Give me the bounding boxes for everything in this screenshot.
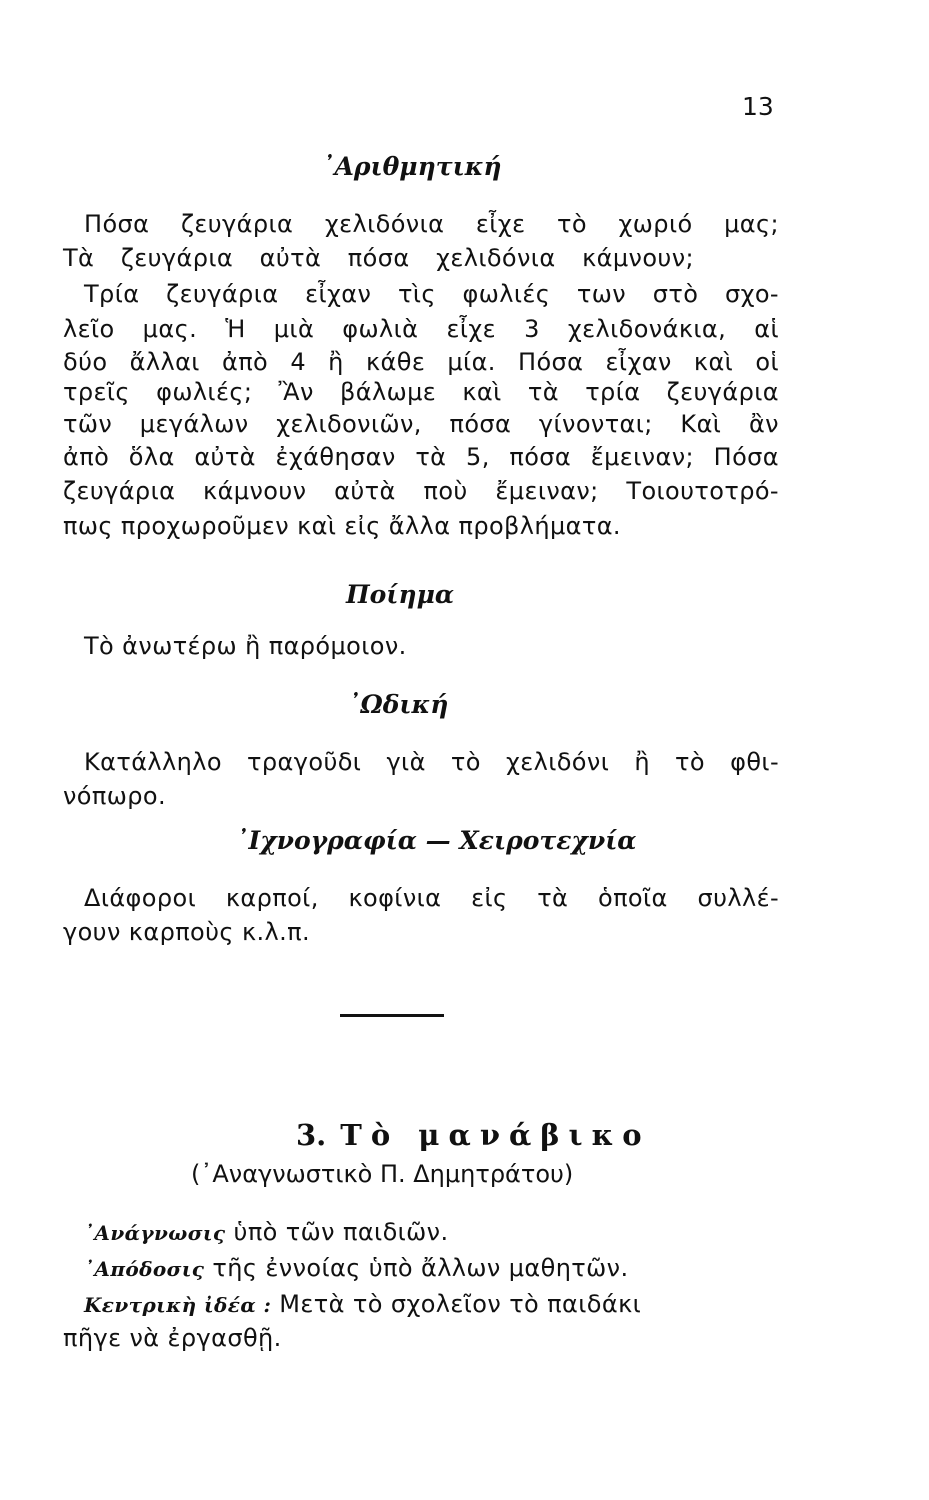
crafts-heading: ᾿Ιχνογραφία — Χειροτεχνία xyxy=(236,826,637,855)
section-number: 3. xyxy=(296,1118,327,1152)
central-idea-text: Μετὰ τὸ σχολεῖον τὸ παιδάκι xyxy=(271,1290,642,1318)
central-idea-label: Κεντρικὴ ἰδέα : xyxy=(84,1293,272,1317)
crafts-line-1: Διάφοροι καρποί, κοφίνια εἰς τὰ ὁποῖα συλλέ- xyxy=(84,884,779,912)
arithmetic-heading: ᾿Αριθμητική xyxy=(322,152,502,181)
arithmetic-line-6: τρεῖς φωλιές; Ἂν βάλωμε καὶ τὰ τρία ζευγάρια xyxy=(63,378,779,406)
retelling-text: τῆς ἐννοίας ὑπὸ ἄλλων μαθητῶν. xyxy=(204,1254,629,1282)
poem-line-1: Τὸ ἀνωτέρω ἢ παρόμοιον. xyxy=(84,632,407,660)
arithmetic-line-7: τῶν μεγάλων χελιδονιῶν, πόσα γίνονται; Καὶ ἂν xyxy=(63,410,779,438)
section-title xyxy=(296,1118,651,1152)
arithmetic-line-8: ἀπὸ ὅλα αὐτὰ ἐχάθησαν τὰ 5, πόσα ἔμειναν; Πόσα xyxy=(63,443,779,471)
arithmetic-line-1: Πόσα ζευγάρια χελιδόνια εἶχε τὸ χωριό μας; xyxy=(84,210,779,238)
arithmetic-line-3: Τρία ζευγάρια εἶχαν τὶς φωλιές των στὸ σχο- xyxy=(84,280,779,308)
singing-line-1: Κατάλληλο τραγοῦδι γιὰ τὸ χελιδόνι ἢ τὸ φθι- xyxy=(84,748,779,776)
singing-line-2: νόπωρο. xyxy=(63,782,166,810)
crafts-line-2: γουν καρποὺς κ.λ.π. xyxy=(63,918,311,946)
arithmetic-line-4: λεῖο μας. Ἡ μιὰ φωλιὰ εἶχε 3 χελιδονάκια, αἱ xyxy=(63,315,779,343)
arithmetic-line-9: ζευγάρια κάμνουν αὐτὰ ποὺ ἔμειναν; Τοιουτοτρό- xyxy=(63,477,779,505)
reading-label: ᾿Ανάγνωσις xyxy=(84,1221,226,1245)
central-idea-line xyxy=(84,1290,641,1318)
arithmetic-line-2: Τὰ ζευγάρια αὐτὰ πόσα χελιδόνια κάμνουν; xyxy=(63,244,694,272)
retelling-line xyxy=(84,1254,629,1282)
retelling-label: ᾿Απόδοσις xyxy=(84,1257,205,1281)
central-idea-line-2: πῆγε νὰ ἐργασθῇ. xyxy=(63,1324,282,1352)
singing-heading: ᾿Ωδική xyxy=(348,690,449,719)
reading-line xyxy=(84,1218,449,1246)
reading-text: ὑπὸ τῶν παιδιῶν. xyxy=(225,1218,449,1246)
arithmetic-line-5: δύο ἄλλαι ἀπὸ 4 ἢ κάθε μία. Πόσα εἶχαν καὶ οἱ xyxy=(63,348,779,376)
page-number: 13 xyxy=(742,92,774,121)
section-source: (᾿Αναγνωστικὸ Π. Δημητράτου) xyxy=(191,1160,574,1188)
arithmetic-line-10: πως προχωροῦμεν καὶ εἰς ἄλλα προβλήματα. xyxy=(63,512,621,540)
poem-heading: Ποίημα xyxy=(346,580,455,609)
section-divider xyxy=(340,1014,444,1017)
section-title-text: Τὸ μανάβικο xyxy=(340,1118,651,1152)
